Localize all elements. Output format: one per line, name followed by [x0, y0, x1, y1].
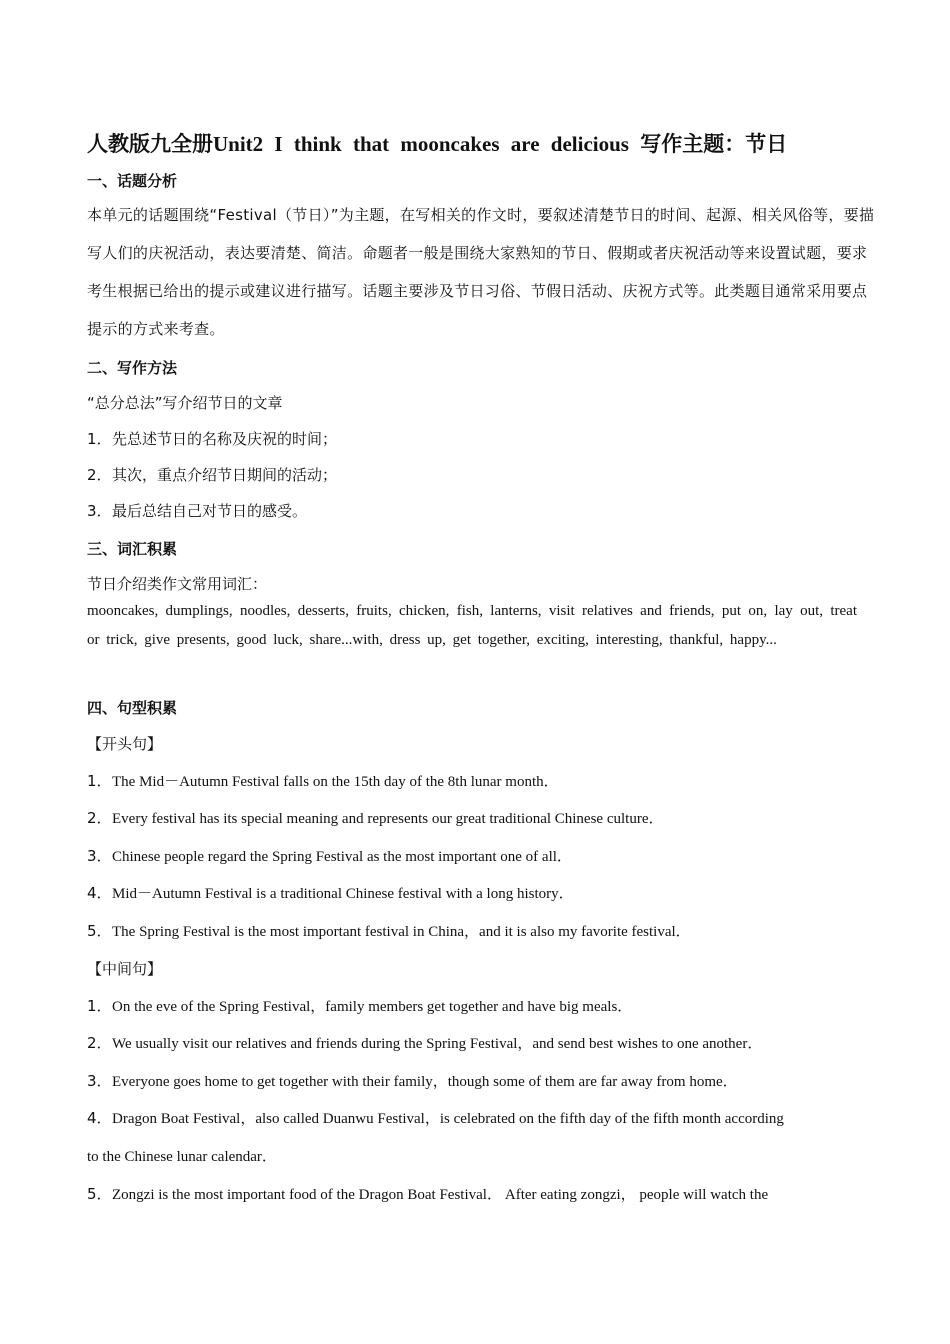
sentence-text: The Mid－Autumn Festival falls on the 15th day of the 8th lunar month．	[112, 774, 559, 790]
opening-sentence	[87, 770, 559, 791]
sentence-text: to the Chinese lunar calendar．	[87, 1149, 277, 1165]
middle-sentence	[87, 1107, 784, 1128]
opening-sentence	[87, 807, 664, 828]
sentence-text: Chinese people regard the Spring Festival as the most important one of all．	[112, 849, 572, 865]
topic-analysis-paragraph: 本单元的话题围绕“Festival（节日）”为主题，在写相关的作文时，要叙述清楚节日的时间、起源、相关风俗等，要描写人们的庆祝活动，表达要清楚、简洁。命题者一般是围绕大家熟知的节日、假期或者庆祝活动等来设置试题，要求考生根据已给出的提示或建议进行描写。话题主要涉及节日习俗、节假日活动、庆祝方式等。此类题目通常采用要点提示的方式来考查。	[87, 206, 875, 338]
opening-sentence	[87, 920, 691, 941]
sentence-text: Zongzi is the most important food of the Dragon Boat Festival． After eating zongzi， people will watch the	[112, 1187, 769, 1203]
item-number: 4．	[87, 1109, 112, 1127]
writing-method-item	[87, 428, 337, 449]
item-number: 4．	[87, 884, 112, 902]
item-number: 5．	[87, 922, 112, 940]
item-text: 先总述节日的名称及庆祝的时间；	[112, 430, 338, 448]
item-number: 3．	[87, 847, 112, 865]
vocabulary-list: mooncakes, dumplings, noodles, desserts, fruits, chicken, fish, lanterns, visit relatives and friends, put on, lay out, treat or trick, give presents, good luck, share...with, dress up, get together, exciting, interesting, thankful, happy...	[87, 603, 857, 648]
sentence-text: On the eve of the Spring Festival，family members get together and have big meals．	[112, 999, 633, 1015]
sentence-text: Mid－Autumn Festival is a traditional Chinese festival with a long history．	[112, 886, 574, 902]
middle-sentence	[87, 1183, 768, 1204]
section-heading-writing-method: 二、写作方法	[87, 359, 178, 377]
writing-method-intro: “总分总法”写介绍节日的文章	[87, 394, 283, 412]
middle-sentence	[87, 995, 632, 1016]
section-heading-vocabulary: 三、词汇积累	[87, 540, 178, 558]
middle-sentence-continued	[87, 1145, 277, 1166]
opening-sentence	[87, 845, 572, 866]
writing-method-item	[87, 464, 337, 485]
vocabulary-intro: 节日介绍类作文常用词汇：	[87, 575, 268, 593]
opening-sentence	[87, 882, 574, 903]
item-number: 2．	[87, 466, 112, 484]
writing-method-item	[87, 500, 307, 521]
item-number: 1．	[87, 772, 112, 790]
document-page	[87, 0, 877, 1344]
sentence-text: We usually visit our relatives and friends during the Spring Festival，and send best wishes to one another．	[112, 1036, 763, 1052]
item-number: 5．	[87, 1185, 112, 1203]
item-number: 3．	[87, 502, 112, 520]
sentence-text: Everyone goes home to get together with their family，though some of them are far away from home．	[112, 1074, 738, 1090]
sentence-text: Dragon Boat Festival，also called Duanwu Festival，is celebrated on the fifth day of the fifth month according	[112, 1111, 784, 1127]
item-number: 1．	[87, 430, 112, 448]
opening-sentences-label: 【开头句】	[87, 735, 163, 753]
document-title: 人教版九全册Unit2 I think that mooncakes are delicious 写作主题：节日	[87, 132, 788, 156]
item-text: 其次，重点介绍节日期间的活动；	[112, 466, 338, 484]
item-number: 2．	[87, 1034, 112, 1052]
section-heading-sentences: 四、句型积累	[87, 699, 178, 717]
section-heading-topic-analysis: 一、话题分析	[87, 172, 178, 190]
middle-sentence	[87, 1032, 762, 1053]
item-text: 最后总结自己对节日的感受。	[112, 502, 308, 520]
sentence-text: Every festival has its special meaning and represents our great traditional Chinese culture．	[112, 811, 664, 827]
item-number: 3．	[87, 1072, 112, 1090]
item-number: 2．	[87, 809, 112, 827]
middle-sentences-label: 【中间句】	[87, 960, 163, 978]
middle-sentence	[87, 1070, 738, 1091]
item-number: 1．	[87, 997, 112, 1015]
sentence-text: The Spring Festival is the most important festival in China，and it is also my favorite festival．	[112, 924, 691, 940]
